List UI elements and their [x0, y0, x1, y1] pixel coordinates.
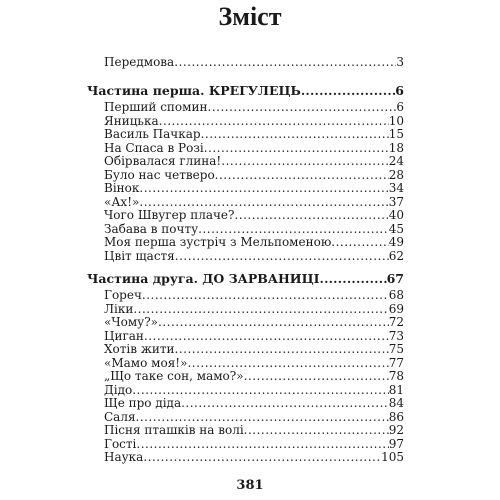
toc-entry-page: 15	[388, 127, 404, 141]
toc-entry-page: 67	[386, 271, 404, 286]
leader-dots	[159, 115, 389, 129]
leader-dots	[208, 101, 397, 115]
toc-entry-label: «Чому?»	[104, 315, 159, 329]
page-title: Зміст	[218, 2, 282, 31]
toc-entry-page: 75	[388, 342, 404, 356]
toc-entry[interactable]	[87, 142, 404, 156]
toc-entry-page: 92	[388, 423, 404, 437]
toc-entry-page: 68	[388, 288, 404, 302]
toc-entry[interactable]	[87, 451, 404, 465]
toc-entry[interactable]	[87, 438, 404, 452]
toc-preface	[87, 56, 404, 70]
leader-dots	[175, 250, 389, 264]
toc-entry-label: Забава в почту	[104, 221, 199, 236]
leader-dots	[175, 343, 389, 357]
toc-entry-label: Саля	[104, 409, 136, 424]
toc-entry-label: Обірвалася глина!	[104, 154, 222, 168]
toc-entry-label: Моя перша зустріч з Мельпоменою	[104, 235, 332, 249]
toc-entry-label: Пісня пташків на волі	[104, 423, 244, 437]
toc-entry[interactable]	[87, 196, 404, 210]
toc-entry[interactable]	[87, 209, 404, 223]
toc-entry[interactable]	[87, 370, 404, 384]
toc-entry-label: Дідо	[104, 382, 133, 397]
toc-entry[interactable]	[87, 101, 404, 115]
toc-entry[interactable]	[87, 115, 404, 129]
toc-entry[interactable]	[87, 384, 404, 398]
toc-entry-label: Хотів жити	[104, 342, 175, 356]
leader-dots	[234, 209, 388, 223]
leader-dots	[174, 56, 396, 70]
toc-entry[interactable]	[87, 128, 404, 142]
leader-dots	[244, 370, 389, 384]
toc-entry[interactable]	[87, 303, 404, 317]
toc-entry-label: Частина друга. ДО ЗАРВАНИЦІ	[87, 271, 320, 286]
toc-entry-label: Ще про діда	[104, 396, 182, 410]
toc-entry[interactable]	[87, 250, 404, 264]
leader-dots	[320, 271, 387, 287]
toc-entry[interactable]	[87, 357, 404, 371]
leader-dots	[198, 223, 389, 237]
toc-entry-page: 69	[388, 301, 404, 316]
toc-entry-page: 105	[381, 450, 404, 464]
leader-dots	[331, 236, 388, 250]
toc-entry-page: 73	[388, 328, 404, 343]
toc-entry-page: 97	[388, 436, 404, 451]
toc-entry-label: Цвіт щастя	[104, 248, 175, 263]
toc-entry-page: 81	[388, 382, 404, 397]
toc-entry[interactable]	[87, 182, 404, 196]
toc-entry-page: 49	[388, 235, 404, 249]
toc-entry-page: 86	[388, 409, 404, 424]
leader-dots	[301, 83, 395, 99]
leader-dots	[204, 142, 389, 156]
toc-entry-page: 40	[388, 208, 404, 222]
leader-dots	[144, 330, 389, 344]
leader-dots	[187, 357, 388, 371]
toc-entry-page: 72	[388, 315, 404, 329]
toc-entry[interactable]	[87, 343, 404, 357]
toc-entry-label: Ліки	[104, 301, 134, 316]
toc-entry-label: Вінок	[104, 181, 140, 195]
toc-entry[interactable]	[87, 411, 404, 425]
toc-part-heading[interactable]	[87, 271, 404, 287]
toc-entry-page: 18	[388, 140, 404, 155]
toc-entry-page: 24	[388, 154, 404, 168]
toc-part-heading[interactable]	[87, 83, 404, 99]
leader-dots	[201, 128, 389, 142]
toc-entry[interactable]	[87, 155, 404, 169]
leader-dots	[133, 303, 388, 317]
toc-entry-label: Гореч	[104, 288, 142, 302]
toc-entry-page: 28	[388, 167, 404, 182]
leader-dots	[244, 424, 389, 438]
toc-entry-page: 77	[388, 355, 404, 370]
leader-dots	[136, 411, 389, 425]
leader-dots	[139, 196, 388, 210]
toc-entry-label: Передмова	[104, 55, 175, 69]
leader-dots	[143, 451, 381, 465]
leader-dots	[132, 384, 389, 398]
toc-entry[interactable]	[87, 236, 404, 250]
toc-entry-label: Яницька	[104, 113, 159, 128]
toc-entry[interactable]	[87, 330, 404, 344]
toc-entry-label: Частина перша. КРЕГУЛЕЦЬ	[87, 83, 301, 98]
toc-entry-page: 84	[388, 396, 404, 410]
toc-entry-label: Було нас четверо	[104, 167, 215, 182]
toc-entry-label: Гості	[104, 436, 137, 451]
toc-entry[interactable]	[87, 289, 404, 303]
toc-entry-page: 78	[388, 369, 404, 383]
leader-dots	[158, 316, 389, 330]
toc-entry-page: 34	[388, 181, 404, 195]
toc-entry-preface[interactable]	[87, 56, 404, 70]
toc-entry-page: 45	[388, 221, 404, 236]
toc-entry-page: 37	[388, 194, 404, 209]
page-number: 381	[236, 478, 264, 493]
toc-entry-label: „Що таке сон, мамо?»	[104, 369, 244, 383]
toc-entry-page: 3	[396, 55, 404, 69]
toc-entry-label: Перший спомин	[104, 100, 208, 114]
toc-part-1	[87, 83, 404, 263]
toc-entry-label: Циган	[104, 328, 144, 343]
toc-entry-label: Чого Швугер плаче?	[104, 208, 235, 222]
leader-dots	[139, 182, 388, 196]
leader-dots	[181, 397, 389, 411]
toc-entry-label: Наука	[104, 450, 144, 464]
toc-entry-label: Василь Пачкар	[104, 127, 201, 141]
toc-entry[interactable]	[87, 316, 404, 330]
leader-dots	[136, 438, 388, 452]
leader-dots	[221, 155, 388, 169]
toc-entry[interactable]	[87, 223, 404, 237]
toc-entry[interactable]	[87, 169, 404, 183]
toc-entry-label: На Спаса в Розі	[104, 140, 204, 155]
toc-part-2	[87, 271, 404, 465]
toc-entry-label: «Ах!»	[104, 194, 140, 209]
toc-entry-page: 6	[395, 83, 404, 98]
leader-dots	[142, 289, 389, 303]
toc-entry-label: «Мамо моя!»	[104, 355, 188, 370]
toc-entry[interactable]	[87, 424, 404, 438]
toc-entry-page: 62	[388, 248, 404, 263]
toc-entry-page: 6	[396, 100, 404, 114]
toc-entry[interactable]	[87, 397, 404, 411]
leader-dots	[215, 169, 389, 183]
toc-entry-page: 10	[388, 113, 404, 128]
